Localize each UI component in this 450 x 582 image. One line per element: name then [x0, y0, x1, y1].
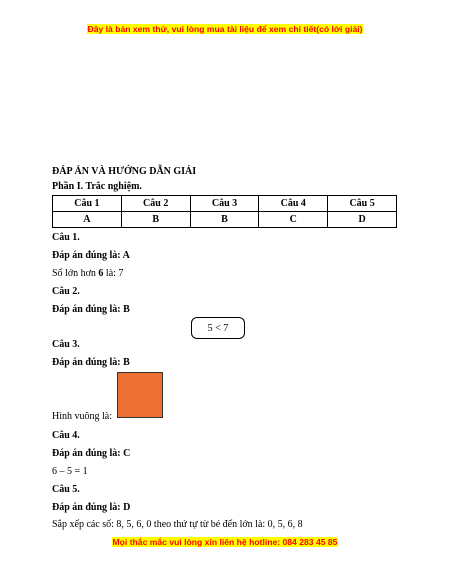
q4-title: Câu 4. — [52, 430, 80, 441]
preview-banner-text: Đây là bản xem thử, vui lòng mua tài liệu để xem chi tiết(có lời giải) — [87, 24, 363, 34]
q1-title: Câu 1. — [52, 232, 80, 243]
q1-exp-number: 6 — [98, 268, 104, 279]
answer-table — [52, 195, 397, 228]
hotline-banner — [0, 537, 450, 547]
q2-answer: Đáp án đúng là: B — [52, 304, 130, 315]
orange-square-shape — [117, 372, 163, 418]
table-header-cell: Câu 4 — [259, 196, 328, 212]
q5-title: Câu 5. — [52, 484, 80, 495]
table-answer-cell: C — [259, 212, 328, 228]
q1-exp-suffix: là: 7 — [103, 268, 124, 279]
answers-heading: ĐÁP ÁN VÀ HƯỚNG DẪN GIẢI — [52, 166, 197, 177]
q2-title: Câu 2. — [52, 286, 80, 297]
table-answer-cell: A — [53, 212, 122, 228]
q1-answer: Đáp án đúng là: A — [52, 250, 130, 261]
table-answer-cell: D — [328, 212, 397, 228]
table-answer-row — [53, 212, 397, 228]
q3-answer: Đáp án đúng là: B — [52, 357, 130, 368]
table-header-row — [53, 196, 397, 212]
part-1-title: Phần I. Trắc nghiệm. — [52, 181, 142, 192]
q5-answer: Đáp án đúng là: D — [52, 502, 131, 513]
q5-explanation: Sắp xếp các số: 8, 5, 6, 0 theo thứ tự từ bé đến lớn là: 0, 5, 6, 8 — [52, 519, 303, 530]
hotline-banner-text: Mọi thắc mắc vui lòng xin liên hệ hotline: 084 283 45 85 — [112, 537, 338, 547]
q1-explanation — [52, 268, 123, 279]
table-header-cell: Câu 2 — [121, 196, 190, 212]
q3-explanation: Hình vuông là: — [52, 411, 112, 422]
q1-exp-prefix: Số lớn hơn — [52, 268, 99, 279]
q3-title: Câu 3. — [52, 339, 80, 350]
table-header-cell: Câu 3 — [190, 196, 259, 212]
table-answer-cell: B — [190, 212, 259, 228]
table-header-cell: Câu 1 — [53, 196, 122, 212]
table-answer-cell: B — [121, 212, 190, 228]
q4-explanation: 6 – 5 = 1 — [52, 466, 88, 477]
preview-banner — [0, 24, 450, 34]
table-header-cell: Câu 5 — [328, 196, 397, 212]
q2-inequality-box: 5 < 7 — [191, 317, 245, 339]
q4-answer: Đáp án đúng là: C — [52, 448, 131, 459]
